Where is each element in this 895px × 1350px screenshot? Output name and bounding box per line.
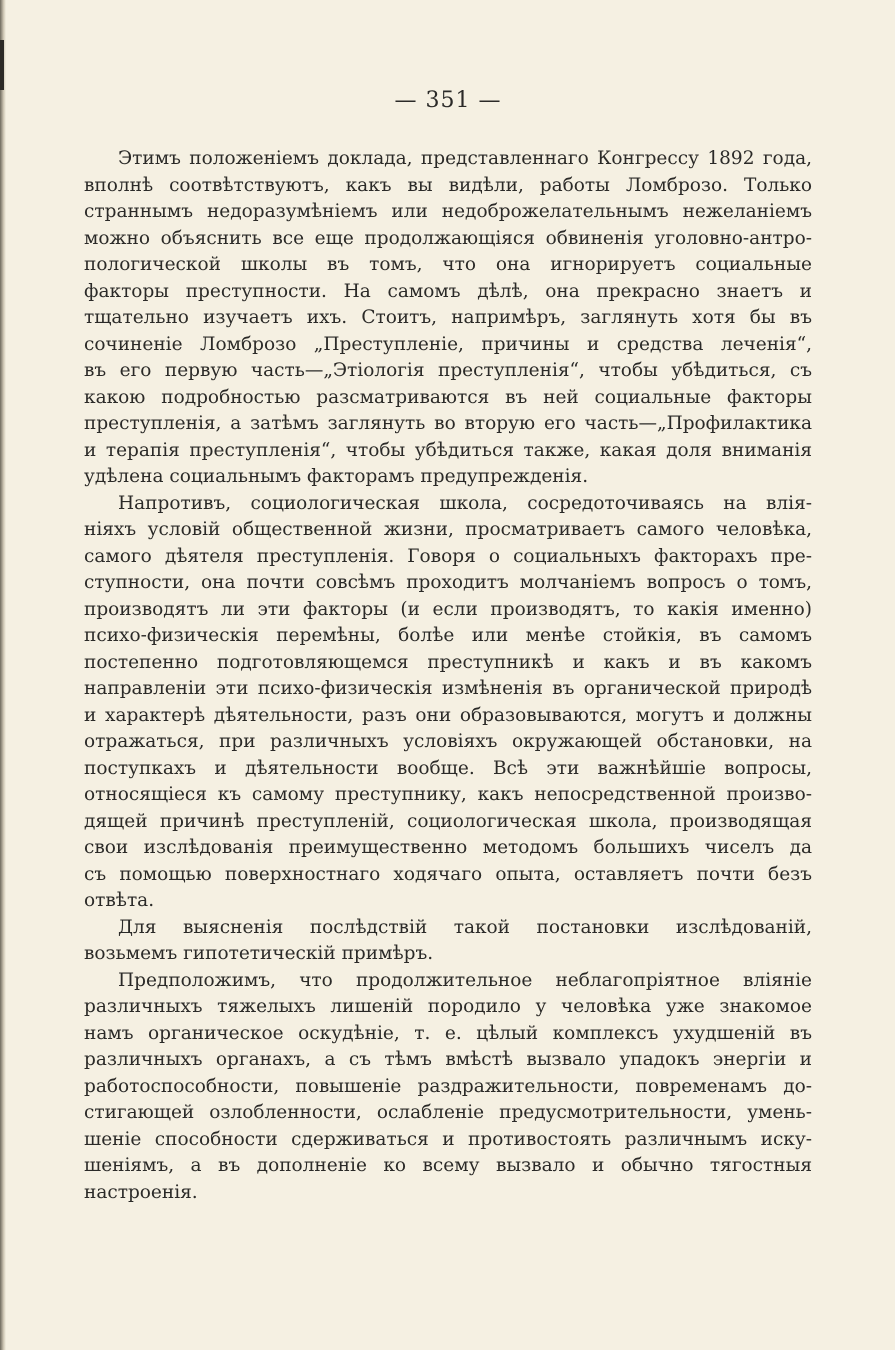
text-line: преступленiя, а затѣмъ заглянуть во вторую его часть—„Профилактика [84,413,812,434]
text-line: дящей причинѣ преступленiй, социологическая школа, производящая [84,810,812,832]
text-line: стигающей озлобленности, ослабленiе предусмотрительности, умень- [84,1102,812,1123]
text-line: нiяхъ условiй общественной жизни, просматриваетъ самого человѣка, [84,519,812,540]
text-line: шенiе способности сдерживаться и противостоять различнымъ иску- [84,1128,812,1150]
text-line: различныхъ тяжелыхъ лишенiй породило у человѣка уже знакомое [84,996,812,1017]
text-line: въ его первую часть—„Этiологiя преступленiя“, чтобы убѣдиться, съ [84,360,812,381]
text-line: Этимъ положенiемъ доклада, представленнаго Конгрессу 1892 года, [118,148,812,169]
text-line: намъ органическое оскудѣнiе, т. е. цѣлый комплексъ ухудшенiй въ [84,1022,812,1044]
binding-edge [0,0,6,1350]
text-line: удѣлена социальнымъ факторамъ предупрежденiя. [84,466,589,487]
text-line: и характерѣ дѣятельности, разъ они образовываются, могутъ и должны [84,704,812,726]
text-line: Для выясненiя послѣдствiй такой постановки изслѣдованiй, [118,916,812,938]
text-line: Предположимъ, что продолжительное неблагопрiятное влiянiе [118,969,812,991]
text-line: возьмемъ гипотетическiй примѣръ. [84,943,434,964]
text-line: свои изслѣдованiя преимущественно методомъ большихъ чиселъ да [84,837,812,858]
text-line: шенiямъ, а въ дополненiе ко всему вызвало и обычно тягостныя [84,1155,812,1176]
text-line: съ помощью поверхностнаго ходячаго опыта, оставляетъ почти безъ [84,863,812,885]
text-line: поступкахъ и дѣятельности вообще. Всѣ эти важнѣйшiе вопросы, [84,757,812,779]
text-line: факторы преступности. На самомъ дѣлѣ, она прекрасно знаетъ и [84,280,812,302]
text-line: пологической школы въ томъ, что она игнорируетъ социальные [84,254,812,275]
text-line: Напротивъ, социологическая школа, сосредоточиваясь на влiя- [118,492,812,514]
text-line: постепенно подготовляющемся преступникѣ и какъ и въ какомъ [84,651,812,673]
text-line: страннымъ недоразумѣнiемъ или недоброжелательнымъ нежеланiемъ [84,201,812,222]
text-line: различныхъ органахъ, а съ тѣмъ вмѣстѣ вызвало упадокъ энергiи и [84,1049,812,1070]
paragraph [84,915,812,968]
text-line: психо-физическiя перемѣны, болѣе или менѣе стойкiя, въ самомъ [84,625,812,646]
text-line: вполнѣ соотвѣтствуютъ, какъ вы видѣли, работы Ломброзо. Только [84,174,812,196]
binding-mark [0,40,4,90]
text-line: можно объяснить все еще продолжающiяся обвиненiя уголовно-антро- [84,227,812,249]
text-line: тщательно изучаетъ ихъ. Стоитъ, напримѣръ, заглянуть хотя бы въ [84,307,812,328]
page-number: — 351 — [394,88,502,113]
text-line: относящiеся къ самому преступнику, какъ непосредственной произво- [84,784,812,805]
document-page [84,86,812,1206]
text-line: отражаться, при различныхъ условiяхъ окружающей обстановки, на [84,731,812,752]
paragraph [84,491,812,915]
text-line: отвѣта. [84,890,155,911]
paragraph [84,146,812,491]
text-line: какою подробностью разсматриваются въ ней социальные факторы [84,386,812,408]
text-line: ступности, она почти совсѣмъ проходитъ молчанiемъ вопросъ о томъ, [84,572,812,593]
text-line: настроенiя. [84,1181,198,1203]
text-line: производятъ ли эти факторы (и если производятъ, то какiя именно) [84,598,812,620]
paragraph [84,968,812,1207]
text-line: сочиненiе Ломброзо „Преступленiе, причины и средства леченiя“, [84,333,812,355]
text-body [84,146,812,1206]
text-line: направленiи эти психо-физическiя измѣненiя въ органической природѣ [84,678,812,699]
text-line: и терапiя преступленiя“, чтобы убѣдиться также, какая доля вниманiя [84,439,812,461]
text-line: работоспособности, повышенiе раздражительности, повременамъ до- [84,1075,812,1097]
text-line: самого дѣятеля преступленiя. Говоря о социальныхъ факторахъ пре- [84,545,812,567]
